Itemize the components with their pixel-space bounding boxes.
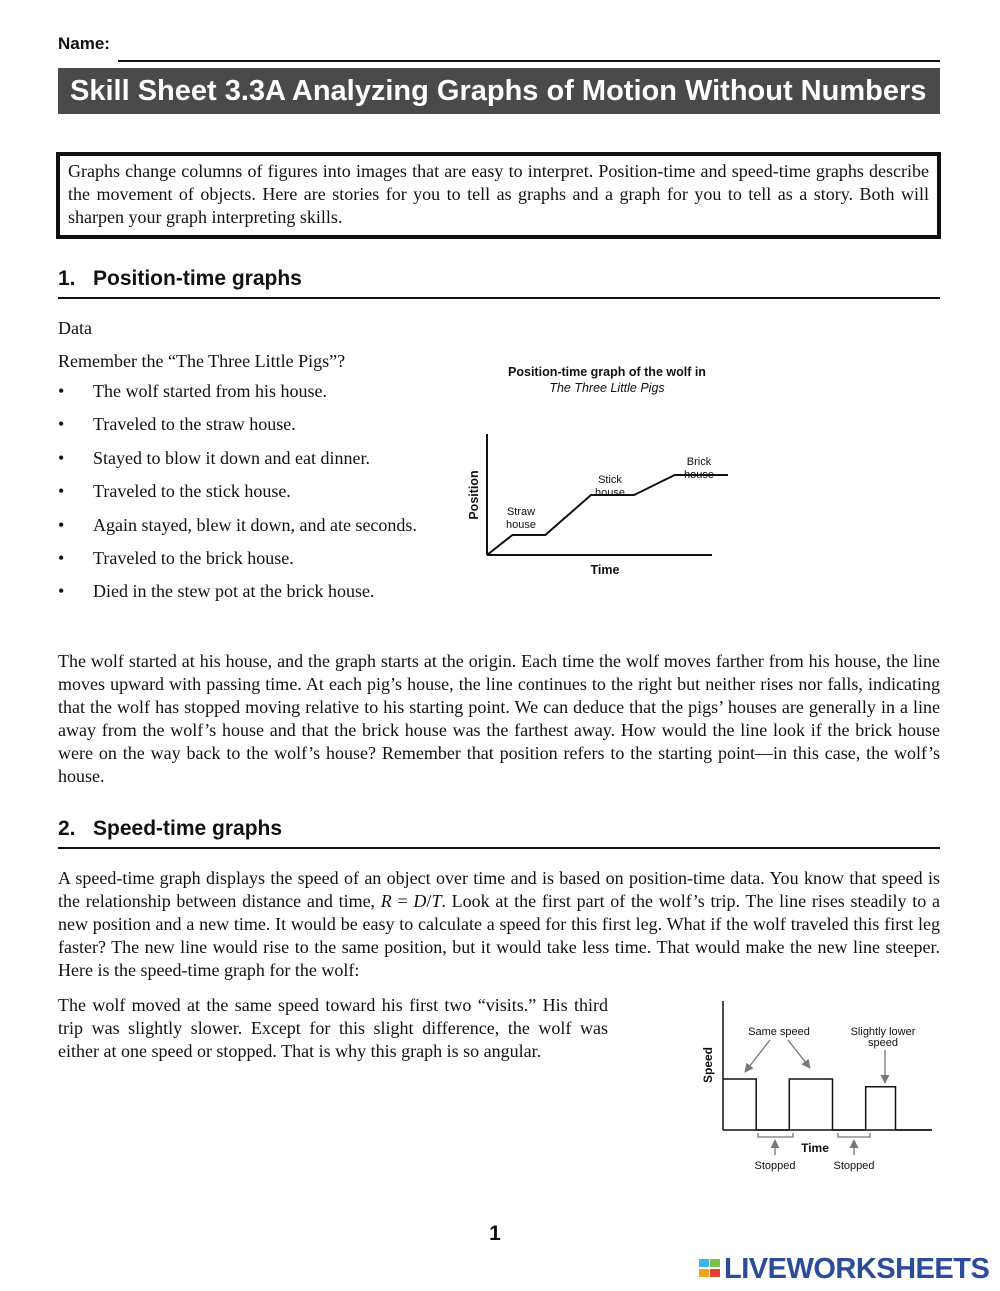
list-item: • Traveled to the stick house. — [58, 481, 291, 502]
name-label: Name: — [58, 34, 110, 53]
y-axis-label: Speed — [701, 1046, 715, 1084]
logo-block-v — [699, 1269, 709, 1277]
same-speed-label: Same speed — [748, 1026, 810, 1038]
stick-house-label-2: house — [595, 487, 625, 499]
chart-subtitle: The Three Little Pigs — [549, 381, 665, 395]
bullet-icon: • — [58, 381, 65, 401]
list-item: • Traveled to the straw house. — [58, 414, 296, 435]
speed-time-graph — [690, 995, 950, 1180]
logo-block-l — [699, 1259, 709, 1267]
section-1-lead: Remember the “The Three Little Pigs”? — [58, 351, 346, 371]
intro-box: Graphs change columns of figures into images that are easy to interpret. Position-time and speed-time graphs describe the movement of objects. Here are stories for you to tell as graphs and a graph for you to tell as a story. Both will sharpen your graph interpreting skills. — [56, 152, 941, 239]
x-axis-label: Time — [801, 1141, 829, 1155]
page-title: Skill Sheet 3.3A Analyzing Graphs of Motion Without Numbers — [58, 68, 940, 114]
list-item: • Again stayed, blew it down, and ate seconds. — [58, 514, 417, 535]
stopped-label-1: Stopped — [754, 1160, 796, 1172]
section-1-heading — [58, 259, 940, 299]
list-item: • Stayed to blow it down and eat dinner. — [58, 447, 370, 468]
bullet-icon: • — [58, 414, 65, 435]
position-time-graph — [460, 360, 750, 585]
bullet-icon: • — [58, 481, 65, 502]
stopped-bracket-2 — [838, 1133, 870, 1137]
stopped-bracket-1 — [758, 1133, 793, 1137]
section-2-paragraph: A speed-time graph displays the speed of an object over time and is based on position-time data. You know that speed is the relationship between distance and time, R = D/T. Look at the first part of the wolf’s trip. The line rises steadily to a new position and a new time. It would be easy to calculate a speed for this first leg. What if the wolf traveled this first leg faster? The new line would rise to the same position, but it would take less time. That would make the new line steeper. Here is the speed-time graph for the wolf: — [58, 868, 940, 980]
bullet-icon: • — [58, 447, 65, 468]
bullet-icon: • — [58, 547, 65, 568]
section-1-number: 1. — [58, 267, 76, 290]
stopped-label-2: Stopped — [833, 1160, 875, 1172]
list-item: • Died in the stew pot at the brick house. — [58, 581, 375, 602]
slightly-lower-speed-label: Slightly lower — [850, 1026, 916, 1038]
name-row — [58, 32, 940, 64]
list-item: • The wolf started from his house. — [58, 381, 327, 401]
section-1-paragraph: The wolf started at his house, and the graph starts at the origin. Each time the wolf moves farther from his house, the line moves upward with passing time. At each pig’s house, the line continues to the right but neither rises nor falls, indicating that the wolf has stopped moving relative to his starting point. We can deduce that the pigs’ houses are generally in a line away from the wolf’s house and that the brick house was the farthest away. How would the line look if the brick house were on the way back to the wolf’s house? Remember that position refers to the starting point—in this case, the wolf’s house. — [58, 651, 940, 786]
slightly-lower-speed-label-2: speed — [868, 1037, 898, 1049]
y-axis-label: Position — [467, 470, 481, 520]
stick-house-label: Stick — [598, 474, 622, 486]
list-item: • Traveled to the brick house. — [58, 547, 294, 568]
section-2-heading — [58, 809, 940, 849]
data-label: Data — [58, 318, 92, 338]
section-2-title: Speed-time graphs — [93, 817, 283, 840]
name-input-line[interactable] — [118, 60, 940, 62]
brand-name: LIVEWORKSHEETS — [724, 1253, 990, 1285]
logo-block-i — [710, 1259, 720, 1267]
straw-house-label: Straw — [506, 506, 536, 518]
bullet-icon: • — [58, 514, 65, 535]
straw-house-label-2: house — [506, 519, 536, 531]
arrow-to-first-trip — [745, 1040, 770, 1072]
section-2-paragraph-2: The wolf moved at the same speed toward his first two “visits.” His third trip was slightly slower. Except for this slight difference, the wolf was either at one speed or stopped. That is why this graph is so angular. — [58, 995, 608, 1061]
brick-house-label-2: house — [684, 469, 714, 481]
logo-block-e — [710, 1269, 720, 1277]
x-axis-label: Time — [590, 563, 620, 577]
section-2-number: 2. — [58, 817, 76, 840]
bullet-icon: • — [58, 581, 65, 602]
story-bullet-list — [58, 381, 458, 615]
arrow-to-second-trip — [788, 1040, 810, 1068]
liveworksheets-logo — [697, 1254, 997, 1284]
brick-house-label: Brick — [686, 456, 712, 468]
speed-line — [723, 1079, 932, 1130]
page-number: 1 — [489, 1222, 501, 1245]
section-1-title: Position-time graphs — [93, 267, 302, 290]
chart-title: Position-time graph of the wolf in — [508, 365, 706, 379]
